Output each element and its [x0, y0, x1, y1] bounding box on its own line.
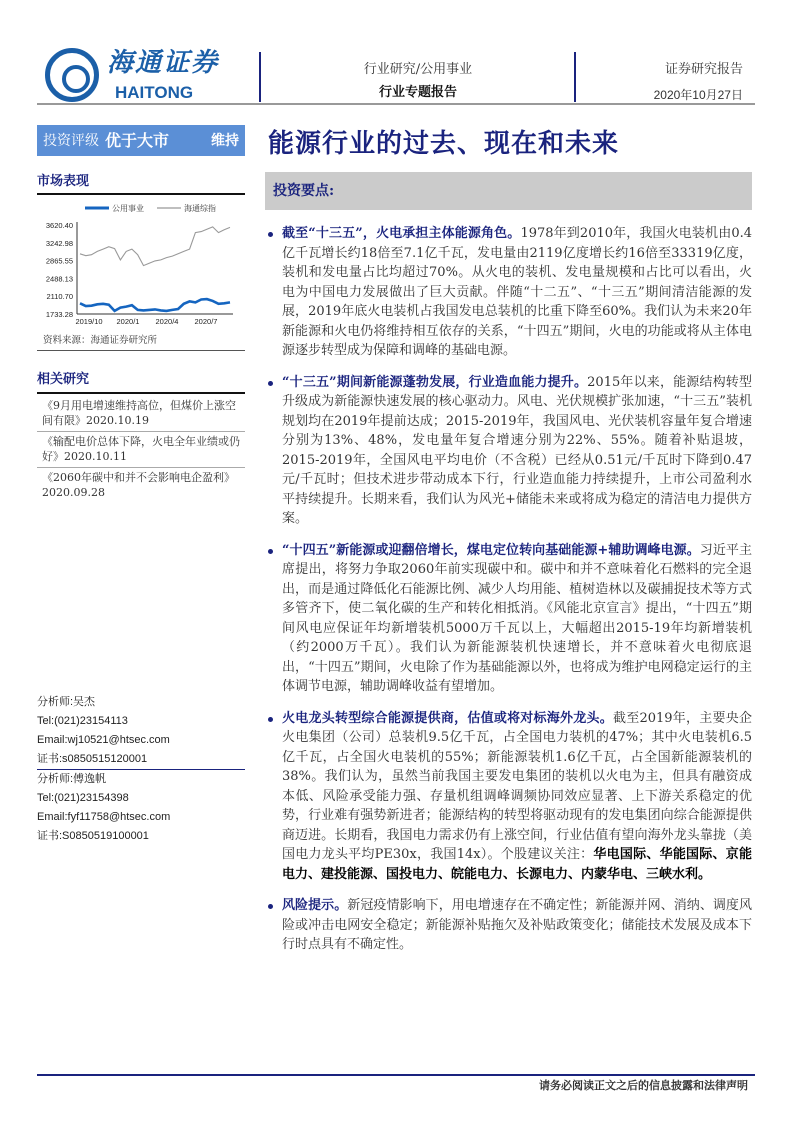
y-tick-label: 2488.13: [45, 274, 73, 284]
key-point-text: 新冠疫情影响下，用电增速存在不确定性；新能源并网、消纳、调度风险或冲击电网安全稳定；新能源补贴拖欠及补贴政策变化；储能技术发展及成本下行时点具有不确定性。: [282, 898, 752, 952]
key-points-heading: 投资要点:: [265, 172, 752, 210]
key-point: [265, 373, 752, 529]
rating-label: 投资评级: [43, 132, 99, 149]
analyst-email[interactable]: Email:fyf11758@htsec.com: [37, 811, 171, 823]
header-divider: [259, 52, 261, 102]
analyst-name: 分析师:傅逸帆: [37, 773, 107, 785]
legend-label: 海通综指: [184, 204, 216, 213]
key-point-head: “十四五”新能源或迎翻倍增长，煤电定位转向基础能源+辅助调峰电源。: [282, 542, 700, 558]
key-point-text: 1978年到2010年，我国火电装机由0.4亿千瓦增长约18倍至7.1亿千瓦，发电量由2119亿度增长约16倍至33319亿度，装机和发电量占比均超过70%。从火电的装机、发电量规模和占比可以看出，火电为中国电力发展做出了巨大贡献。伴随“十二五”、“十三五”期间清洁能源的发展，2019年底火电装机占我国发电总装机的比重下降至60%。我们认为未来20年新能源和火电仍将维持相互依存的关系，“十四五”期间，火电的功能或将从主体电源逐步转型成为保障和调峰的基础电源。: [282, 226, 752, 358]
header-rule: [37, 103, 755, 105]
key-point-text: 2015年以来，能源结构转型升级成为新能源快速发展的核心驱动力。风电、光伏规模扩张加速，“十三五”装机规划均在2019年提前达成；2015-2019年，我国风电、光伏装机容量年复合增速分别为13%、48%，发电量年复合增速分别为22%、55%。随着补贴退坡，2015-2019年，全国风电平均电价（不含税）已经从0.51元/千瓦时下降到0.47元/千瓦时；但技术进步带动成本下行，行业造血能力持续提升，上市公司盈利水平持续提升。长期来看，我们认为风光+储能未来或将成为稳定的清洁电力提供方案。: [282, 374, 752, 526]
footer-disclaimer[interactable]: 请务必阅读正文之后的信息披露和法律声明: [539, 1079, 748, 1092]
related-item[interactable]: 《9月用电增速维持高位，但煤价上涨空间有限》2020.10.19: [37, 396, 245, 432]
key-point-head: 火电龙头转型综合能源提供商，估值或将对标海外龙头。: [282, 710, 613, 726]
report-type: 行业专题报告: [378, 85, 457, 100]
series-line: [80, 299, 230, 311]
related-item[interactable]: 《2060年碳中和并不会影响电企盈利》2020.09.28: [42, 471, 235, 499]
related-item[interactable]: 《输配电价总体下降，火电全年业绩或仍好》2020.10.11: [37, 432, 245, 468]
haitong-logo: [45, 48, 245, 104]
investment-rating: [37, 125, 245, 156]
x-tick-label: 2020/4: [155, 317, 179, 326]
key-point-head: 截至“十三五”，火电承担主体能源角色。: [282, 226, 521, 241]
key-points: [265, 224, 752, 967]
analyst-email[interactable]: Email:wj10521@htsec.com: [37, 734, 170, 746]
section-rule: [37, 392, 245, 394]
rating-value: 优于大市: [105, 130, 170, 150]
x-tick-label: 2020/1: [116, 317, 140, 326]
market-heading: 市场表现: [37, 174, 90, 189]
rating-change: 维持: [211, 132, 239, 149]
key-point-text: 截至2019年，主要央企火电集团（公司）总装机9.5亿千瓦，占全国电力装机的47%；其中火电装机6.5亿千瓦，占全国火电装机的55%；新能源装机1.6亿千瓦，占全国新能源装机的38%。我们认为，虽然当前我国主要发电集团的装机以火电为主，但具有融资成本低、风险承受能力强、存量机组调峰调频协同效应显著、上下游关系稳定的优势，行业难有强势新进者；能源结构的转型将驱动现有的发电集团向综合能源提供商迈进。长期看，我国电力需求仍有上涨空间，行业估值有望向海外龙头靠拢（美国电力龙头平均PE30x，我国14x）。个股建议关注：: [282, 710, 752, 862]
related-heading: 相关研究: [37, 372, 90, 387]
analyst-tel: Tel:(021)23154113: [37, 715, 128, 727]
analyst-name: 分析师:吴杰: [37, 696, 96, 708]
y-tick-label: 3242.98: [45, 238, 73, 248]
logo-en: HAITONG: [115, 83, 194, 102]
header-divider: [574, 52, 576, 102]
section-rule: [37, 350, 245, 351]
key-point-head: “十三五”期间新能源蓬勃发展，行业造血能力提升。: [282, 374, 588, 390]
chart-source: 资料来源：海通证券研究所: [43, 335, 158, 346]
recommended-stocks: 华电国际、华能国际、京能电力、建投能源、国投电力、皖能电力、长源电力、内蒙华电、三峡水利。: [282, 847, 752, 882]
logo-emblem-icon: [45, 48, 99, 102]
footer-rule: [37, 1074, 755, 1076]
y-tick-label: 1733.28: [45, 310, 73, 319]
key-point: [265, 896, 752, 955]
analyst-cert: 证书:s0850515120001: [37, 753, 148, 765]
logo-cn: 海通证券: [107, 48, 220, 78]
analyst-block: [37, 693, 245, 846]
key-point-head: 风险提示。: [282, 898, 348, 913]
legend-label: 公用事业: [112, 204, 144, 213]
related-research: [37, 372, 245, 503]
x-tick-label: 2020/7: [194, 317, 218, 326]
series-line: [80, 227, 230, 266]
y-tick-label: 3620.40: [45, 221, 73, 230]
y-tick-label: 2865.55: [45, 256, 73, 266]
section-rule: [37, 193, 245, 195]
analyst-cert: 证书:S0850519100001: [37, 830, 149, 842]
x-tick-label: 2019/10: [75, 317, 103, 326]
market-chart: [37, 200, 247, 330]
y-tick-label: 2110.70: [46, 292, 73, 302]
key-point: [265, 224, 752, 361]
doc-type: 证券研究报告: [664, 62, 743, 77]
page-title: 能源行业的过去、现在和未来: [268, 129, 620, 159]
analyst-tel: Tel:(021)23154398: [37, 792, 129, 804]
key-point: [265, 709, 752, 885]
key-point-text: 习近平主席提出，将努力争取2060年前实现碳中和。碳中和并不意味着化石燃料的完全退出，而是通过降低化石能源比例、减少人均用能、植树造林以及碳捕捉技术等方式多管齐下，使二氧化碳的生产和转化相抵消。《风能北京宣言》提出，“十四五”期间风电应保证年均新增装机5000万千瓦以上，大幅超出2015-19年均新增装机（约2000万千瓦）。我们认为新能源装机快速增长，并不意味着火电彻底退出，“十四五”期间，火电除了作为基础能源以外，也将成为维护电网稳定运行的主体调节电源，辅助调峰收益有望增加。: [282, 542, 752, 694]
key-point: [265, 541, 752, 697]
report-date: 2020年10月27日: [653, 88, 743, 102]
report-category: 行业研究/公用事业: [363, 62, 473, 77]
